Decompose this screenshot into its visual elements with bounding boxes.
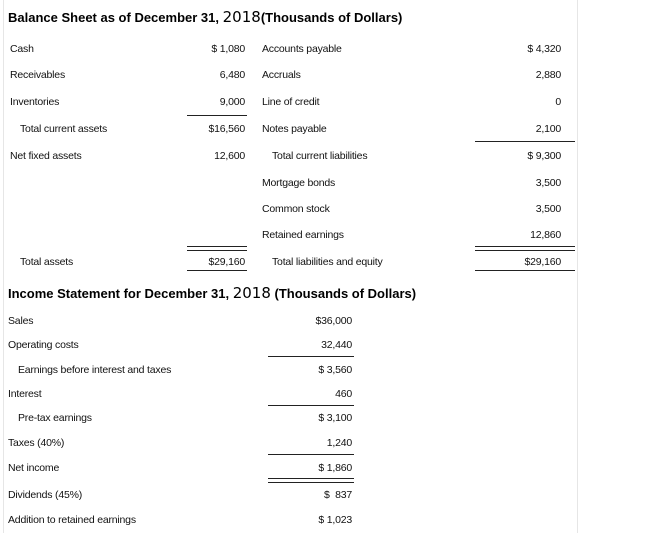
income-statement-title-prefix: Income Statement for December 31, [8, 286, 230, 301]
income-row-value: $ 1,860 [318, 462, 352, 474]
total-assets-value: $29,160 [208, 256, 245, 268]
total-assets-label: Total assets [20, 256, 74, 268]
liability-label: Accruals [262, 69, 301, 81]
balance-sheet-year: 2018 [222, 8, 261, 26]
income-statement-year: 2018 [232, 284, 271, 302]
underline [475, 250, 575, 251]
column-guide [577, 0, 578, 533]
asset-value: 9,000 [219, 96, 245, 108]
income-statement-title [8, 284, 416, 302]
underline [187, 115, 247, 116]
liability-value: 12,860 [530, 229, 561, 241]
asset-value: $16,560 [208, 123, 245, 135]
asset-label: Total current assets [20, 123, 108, 135]
income-row-label: Interest [8, 388, 42, 400]
income-row-value: $ 837 [324, 489, 352, 501]
underline [475, 141, 575, 142]
total-liabilities-equity-value: $29,160 [524, 256, 561, 268]
liability-value: 2,100 [535, 123, 561, 135]
underline [268, 405, 354, 406]
underline [187, 250, 247, 251]
income-row-value: $36,000 [315, 315, 352, 327]
liability-value: $ 4,320 [527, 43, 561, 55]
underline [268, 482, 354, 483]
income-row-label: Operating costs [8, 339, 79, 351]
asset-value: $ 1,080 [211, 43, 245, 55]
underline [187, 270, 247, 271]
income-row-label: Pre-tax earnings [18, 412, 92, 424]
liability-label: Line of credit [262, 96, 320, 108]
income-row-value: 1,240 [326, 437, 352, 449]
asset-label: Receivables [10, 69, 65, 81]
income-row-value: $ 3,100 [318, 412, 352, 424]
income-row-value: 460 [335, 388, 352, 400]
column-guide [3, 0, 4, 533]
liability-value: 2,880 [535, 69, 561, 81]
underline [268, 454, 354, 455]
liability-label: Accounts payable [262, 43, 342, 55]
underline [268, 478, 354, 479]
balance-sheet-title [8, 8, 402, 26]
income-row-label: Net income [8, 462, 60, 474]
asset-label: Net fixed assets [10, 150, 82, 162]
liability-value: 3,500 [535, 203, 561, 215]
asset-label: Cash [10, 43, 34, 55]
liability-label: Notes payable [262, 123, 327, 135]
asset-value: 6,480 [219, 69, 245, 81]
total-liabilities-equity-label: Total liabilities and equity [272, 256, 383, 268]
asset-label: Inventories [10, 96, 60, 108]
income-row-value: $ 1,023 [318, 514, 352, 526]
liability-value: 3,500 [535, 177, 561, 189]
income-statement-title-suffix: (Thousands of Dollars) [274, 286, 417, 301]
liability-label: Total current liabilities [272, 150, 368, 162]
income-row-label: Earnings before interest and taxes [18, 364, 172, 376]
liability-value: 0 [555, 96, 561, 108]
income-row-label: Dividends (45%) [8, 489, 83, 501]
asset-value: 12,600 [214, 150, 245, 162]
underline [475, 270, 575, 271]
balance-sheet-title-suffix: (Thousands of Dollars) [260, 10, 403, 25]
liability-value: $ 9,300 [527, 150, 561, 162]
underline [187, 246, 247, 247]
underline [268, 356, 354, 357]
liability-label: Common stock [262, 203, 330, 215]
liability-label: Mortgage bonds [262, 177, 336, 189]
liability-label: Retained earnings [262, 229, 344, 241]
income-row-value: $ 3,560 [318, 364, 352, 376]
income-row-label: Taxes (40%) [8, 437, 65, 449]
underline [475, 246, 575, 247]
income-row-label: Sales [8, 315, 34, 327]
balance-sheet-title-prefix: Balance Sheet as of December 31, [8, 10, 219, 25]
income-row-label: Addition to retained earnings [8, 514, 136, 526]
income-row-value: 32,440 [321, 339, 352, 351]
